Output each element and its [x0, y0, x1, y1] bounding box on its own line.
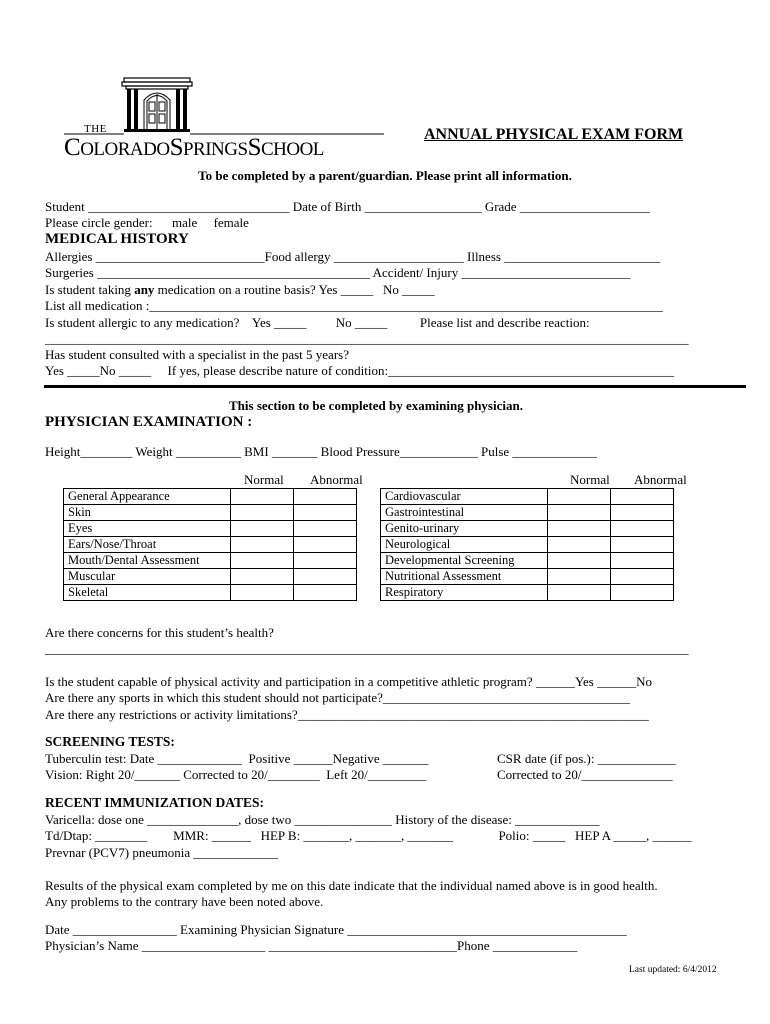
gender-line[interactable]: Please circle gender: male female	[45, 215, 249, 230]
screening-heading: SCREENING TESTS:	[45, 734, 175, 749]
table-row	[64, 489, 357, 505]
normal-checkbox[interactable]	[548, 569, 611, 585]
concerns-line[interactable]: ___________________________________________________________________________________________________	[45, 641, 689, 656]
physician-name-line[interactable]: Physician’s Name ___________________ _____________________________Phone _____________	[45, 938, 578, 953]
normal-checkbox[interactable]	[548, 521, 611, 537]
normal-checkbox[interactable]	[231, 569, 294, 585]
abnormal-checkbox[interactable]	[611, 585, 674, 601]
student-line[interactable]: Student _______________________________ Date of Birth __________________ Grade ____________________	[45, 199, 650, 214]
results-statement: Results of the physical exam completed by me on this date indicate that the individual named above is in good health.	[45, 878, 658, 893]
school-logo	[64, 72, 384, 164]
normal-checkbox[interactable]	[548, 585, 611, 601]
normal-checkbox[interactable]	[548, 537, 611, 553]
abnormal-checkbox[interactable]	[294, 521, 357, 537]
vision-corrected-line[interactable]: Corrected to 20/______________	[497, 767, 673, 782]
sports-restriction-line[interactable]: Are there any sports in which this student should not participate?______________________________________	[45, 690, 630, 705]
exam-item-label: Nutritional Assessment	[381, 569, 548, 585]
table-row	[381, 569, 674, 585]
normal-checkbox[interactable]	[548, 505, 611, 521]
physician-exam-heading: PHYSICIAN EXAMINATION :	[45, 414, 253, 430]
physician-note: This section to be completed by examining physician.	[229, 398, 523, 413]
results-statement-2: Any problems to the contrary have been noted above.	[45, 894, 324, 909]
specialist-question: Has student consulted with a specialist in the past 5 years?	[45, 347, 349, 362]
last-updated: Last updated: 6/4/2012	[629, 965, 717, 975]
activity-limitation-line[interactable]: Are there any restrictions or activity limitations?______________________________________________________	[45, 707, 649, 722]
athletic-capable-line[interactable]: Is the student capable of physical activity and participation in a competitive athletic program? ______Yes ______No	[45, 674, 652, 689]
exam-item-label: Skeletal	[64, 585, 231, 601]
logo-school-name: COLORADOSPRINGSSCHOOL	[64, 134, 324, 161]
abnormal-checkbox[interactable]	[611, 489, 674, 505]
table-row	[381, 489, 674, 505]
exam-item-label: Mouth/Dental Assessment	[64, 553, 231, 569]
reaction-line[interactable]: ___________________________________________________________________________________________________	[45, 331, 689, 346]
concerns-question: Are there concerns for this student’s health?	[45, 625, 274, 640]
section-divider	[44, 385, 746, 388]
abnormal-checkbox[interactable]	[294, 537, 357, 553]
exam-item-label: Ears/Nose/Throat	[64, 537, 231, 553]
prevnar-line[interactable]: Prevnar (PCV7) pneumonia _____________	[45, 845, 278, 860]
left-normal-header: Normal	[244, 472, 284, 487]
date-signature-line[interactable]: Date ________________ Examining Physician Signature ___________________________________________	[45, 922, 627, 937]
surgeries-line[interactable]: Surgeries __________________________________________ Accident/ Injury __________________________	[45, 265, 631, 280]
right-normal-header: Normal	[570, 472, 610, 487]
table-row	[381, 505, 674, 521]
exam-item-label: Neurological	[381, 537, 548, 553]
normal-checkbox[interactable]	[231, 553, 294, 569]
exam-item-label: Genito-urinary	[381, 521, 548, 537]
immunization-heading: RECENT IMMUNIZATION DATES:	[45, 795, 265, 810]
vitals-line[interactable]: Height________ Weight __________ BMI _______ Blood Pressure____________ Pulse _____________	[45, 444, 597, 459]
exam-item-label: Gastrointestinal	[381, 505, 548, 521]
table-row	[381, 521, 674, 537]
exam-item-label: Cardiovascular	[381, 489, 548, 505]
medication-list-line[interactable]: List all medication :_______________________________________________________________________________	[45, 298, 663, 313]
table-row	[64, 521, 357, 537]
table-row	[381, 553, 674, 569]
table-row	[381, 585, 674, 601]
exam-item-label: Skin	[64, 505, 231, 521]
abnormal-checkbox[interactable]	[611, 553, 674, 569]
exam-item-label: Muscular	[64, 569, 231, 585]
normal-checkbox[interactable]	[231, 585, 294, 601]
specialist-answer-line[interactable]: Yes _____No _____ If yes, please describe nature of condition:____________________________________________	[45, 363, 675, 378]
exam-item-label: Eyes	[64, 521, 231, 537]
table-row	[64, 537, 357, 553]
exam-item-label: Respiratory	[381, 585, 548, 601]
exam-table-left	[63, 488, 357, 601]
normal-checkbox[interactable]	[231, 489, 294, 505]
normal-checkbox[interactable]	[548, 553, 611, 569]
table-row	[64, 569, 357, 585]
abnormal-checkbox[interactable]	[294, 553, 357, 569]
form-title: ANNUAL PHYSICAL EXAM FORM	[424, 126, 684, 143]
tuberculin-line[interactable]: Tuberculin test: Date _____________ Positive ______Negative _______	[45, 751, 429, 766]
normal-checkbox[interactable]	[231, 505, 294, 521]
routine-medication-line[interactable]: Is student taking any medication on a routine basis? Yes _____ No _____	[45, 282, 435, 297]
abnormal-checkbox[interactable]	[294, 489, 357, 505]
right-abnormal-header: Abnormal	[634, 472, 687, 487]
exam-table-right	[380, 488, 674, 601]
table-row	[64, 553, 357, 569]
left-abnormal-header: Abnormal	[310, 472, 363, 487]
abnormal-checkbox[interactable]	[611, 537, 674, 553]
normal-checkbox[interactable]	[548, 489, 611, 505]
form-subtitle: To be completed by a parent/guardian. Please print all information.	[198, 168, 572, 183]
normal-checkbox[interactable]	[231, 521, 294, 537]
abnormal-checkbox[interactable]	[611, 569, 674, 585]
abnormal-checkbox[interactable]	[611, 505, 674, 521]
varicella-line[interactable]: Varicella: dose one ______________, dose two _______________ History of the disease: _____________	[45, 812, 600, 827]
table-row	[381, 537, 674, 553]
exam-item-label: General Appearance	[64, 489, 231, 505]
exam-item-label: Developmental Screening	[381, 553, 548, 569]
medical-history-heading: MEDICAL HISTORY	[45, 231, 189, 247]
allergic-medication-line[interactable]: Is student allergic to any medication? Yes _____ No _____ Please list and describe reaction:	[45, 315, 590, 330]
csr-date-line[interactable]: CSR date (if pos.): ____________	[497, 751, 676, 766]
abnormal-checkbox[interactable]	[294, 505, 357, 521]
table-row	[64, 505, 357, 521]
abnormal-checkbox[interactable]	[294, 585, 357, 601]
abnormal-checkbox[interactable]	[294, 569, 357, 585]
normal-checkbox[interactable]	[231, 537, 294, 553]
vision-line[interactable]: Vision: Right 20/_______ Corrected to 20/________ Left 20/_________	[45, 767, 427, 782]
allergies-line[interactable]: Allergies __________________________Food allergy ____________________ Illness ________________________	[45, 249, 661, 264]
table-row	[64, 585, 357, 601]
td-dtap-line[interactable]: Td/Dtap: ________ MMR: ______ HEP B: _______, _______, _______ Polio: _____ HEP A _____, ______	[45, 828, 692, 843]
abnormal-checkbox[interactable]	[611, 521, 674, 537]
logo-the: THE	[84, 123, 107, 135]
